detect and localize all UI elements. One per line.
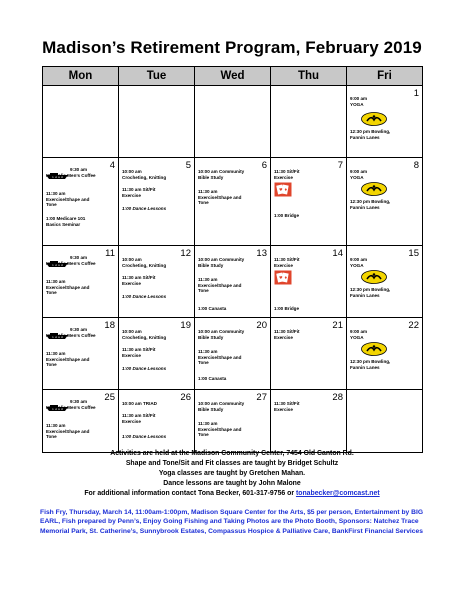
- event-text: 10:00 am Community Bible Study: [198, 257, 245, 268]
- event-text: 11:30 Sit/Fit Exercise: [274, 401, 300, 412]
- day-cell: [195, 86, 271, 158]
- day-cell: [271, 390, 347, 453]
- day-cell: [195, 390, 271, 453]
- event-text: 10:00 am Community Bible Study: [198, 401, 245, 412]
- day-cell: [347, 318, 423, 390]
- event-text: 10:00 am Crocheting, Knitting: [122, 329, 167, 340]
- event-text: 11:30 Sit/Fit Exercise: [274, 329, 300, 340]
- event-text: 1:00 Canasta: [198, 306, 227, 311]
- day-cell: [43, 318, 119, 390]
- day-cell: [195, 158, 271, 246]
- svg-text:♦: ♦: [284, 187, 288, 192]
- event-text: 10:00 am Crocheting, Knitting: [122, 257, 167, 268]
- yoga-icon: [361, 270, 387, 284]
- day-cell: [347, 86, 423, 158]
- event-text: 11:30 am Exercise/Shape and Tone: [46, 423, 90, 440]
- calendar-grid: [42, 66, 423, 453]
- day-number: 8: [413, 160, 419, 171]
- event-text: 9:00 am YOGA: [350, 169, 368, 180]
- event-text: 11:30 am Sit/Fit Exercise: [122, 275, 156, 286]
- day-number: 28: [332, 392, 343, 403]
- event-text: 11:30 Sit/Fit Exercise: [274, 169, 300, 180]
- day-cell: [347, 158, 423, 246]
- event-text: 12:30 pm Bowling, Fannin Lanes: [350, 199, 391, 210]
- event-text: 10:00 am Community Bible Study: [198, 169, 245, 180]
- day-number: 15: [408, 248, 419, 259]
- day-cell: [43, 158, 119, 246]
- event-text: 11:30 am Exercise/Shape and Tone: [198, 421, 242, 438]
- event-text: 11:30 am Sit/Fit Exercise: [122, 347, 156, 358]
- day-cell: [119, 158, 195, 246]
- day-cell: [347, 390, 423, 453]
- footer-line-contact: [0, 489, 464, 499]
- day-number: 4: [109, 160, 115, 171]
- footer-line-dance: Dance lessons are taught by John Malone: [163, 480, 301, 487]
- event-text: 9:00 am YOGA: [350, 329, 368, 340]
- event-text: 12:30 pm Bowling, Fannin Lanes: [350, 129, 391, 140]
- day-number: 11: [105, 248, 115, 259]
- event-text: 11:30 am Exercise/Shape and Tone: [46, 351, 90, 368]
- footer-line-location: Activities are held at the Madison Community Center, 7454 Old Canton Rd.: [110, 450, 354, 457]
- weekday-header-row: [43, 67, 423, 86]
- day-number: 20: [256, 320, 267, 331]
- svg-text:♥: ♥: [279, 275, 283, 280]
- calendar-body: [43, 86, 423, 453]
- day-number: 21: [332, 320, 343, 331]
- event-text: 10:00 am Crocheting, Knitting: [122, 169, 167, 180]
- event-text: 9:30 am Magnolia Men’s Coffee: [46, 167, 96, 178]
- event-text: 1:00 Bridge: [274, 306, 300, 311]
- playing-cards-icon: [274, 270, 292, 285]
- day-cell: [347, 246, 423, 318]
- day-number: 13: [256, 248, 267, 259]
- day-number: 22: [408, 320, 419, 331]
- week-row: [43, 390, 423, 453]
- day-number: 1: [413, 88, 419, 99]
- day-number: 14: [332, 248, 343, 259]
- day-cell: [119, 390, 195, 453]
- weekday-tue: Tue: [119, 67, 195, 86]
- day-cell: [271, 318, 347, 390]
- day-number: 27: [256, 392, 267, 403]
- footer-line-yoga: Yoga classes are taught by Gretchen Mahan.: [158, 470, 306, 477]
- event-text: 11:30 am Sit/Fit Exercise: [122, 187, 156, 198]
- day-number: 7: [337, 160, 343, 171]
- day-cell: [119, 246, 195, 318]
- event-text: 11:30 am Exercise/Shape and Tone: [46, 191, 90, 208]
- day-number: 12: [180, 248, 191, 259]
- day-cell: [43, 246, 119, 318]
- event-text: 9:00 am YOGA: [350, 257, 368, 268]
- day-cell: [271, 246, 347, 318]
- week-row: [43, 246, 423, 318]
- event-text: 1:00 Dance Lessons: [122, 434, 167, 439]
- svg-text:♦: ♦: [284, 275, 288, 280]
- weekday-fri: Fri: [347, 67, 423, 86]
- week-row: [43, 318, 423, 390]
- day-number: 5: [185, 160, 191, 171]
- fish-fry-announcement: Fish Fry, Thursday, March 14, 11:00am-1:00pm, Madison Square Center for the Arts, $5 per person, Entertainment by BIG EARL, Fish prepared by Penn’s, Enjoy Going Fishing and Taking Photos are the Photo Booth, Sponsors: Natchez Trace Memorial Park, St. Catherine’s, Sunnybrook Estates, Compassus Hospice & Palliative Care, BankFirst Financial Services: [40, 509, 424, 535]
- contact-email-link[interactable]: tonabecker@comcast.net: [295, 490, 380, 497]
- event-text: 1:00 Dance Lessons: [122, 206, 167, 211]
- footer-line-shape-tone: Shape and Tone/Sit and Fit classes are taught by Bridget Schultz: [125, 460, 339, 467]
- day-cell: [119, 318, 195, 390]
- event-text: 12:30 pm Bowling, Fannin Lanes: [350, 359, 391, 370]
- day-cell: [271, 158, 347, 246]
- day-cell: [271, 86, 347, 158]
- week-row: [43, 86, 423, 158]
- event-text: 11:30 am Exercise/Shape and Tone: [46, 279, 90, 296]
- event-text: 9:30 am Magnolia Men’s Coffee: [46, 327, 96, 338]
- weekday-wed: Wed: [195, 67, 271, 86]
- event-text: 1:00 Canasta: [198, 376, 227, 381]
- yoga-icon: [361, 182, 387, 196]
- page-title: Madison’s Retirement Program, February 2019: [42, 38, 422, 57]
- event-text: 12:30 pm Bowling, Fannin Lanes: [350, 287, 391, 298]
- day-cell: [195, 246, 271, 318]
- contact-text: For additional information contact Tona Becker, 601-317-9756 or: [84, 490, 296, 497]
- event-text: 9:30 am Magnolia Men’s Coffee: [46, 255, 96, 266]
- event-text: 9:30 am Magnolia Men’s Coffee: [46, 399, 96, 410]
- day-number: 19: [180, 320, 191, 331]
- event-text: 10:00 am Community Bible Study: [198, 329, 245, 340]
- event-text: 10:00 am TRIAD: [122, 401, 157, 406]
- day-cell: [195, 318, 271, 390]
- event-text: 9:00 am YOGA: [350, 96, 368, 107]
- event-text: 1:00 Medicare 101 Basics Seminar: [46, 216, 86, 227]
- day-cell: [43, 390, 119, 453]
- event-text: 11:30 am Exercise/Shape and Tone: [198, 277, 242, 294]
- event-text: 1:00 Dance Lessons: [122, 294, 167, 299]
- day-number: 18: [104, 320, 115, 331]
- event-text: 11:30 am Exercise/Shape and Tone: [198, 189, 242, 206]
- weekday-thu: Thu: [271, 67, 347, 86]
- day-number: 25: [104, 392, 115, 403]
- day-cell: [119, 86, 195, 158]
- svg-text:♥: ♥: [279, 187, 283, 192]
- yoga-icon: [361, 342, 387, 356]
- day-number: 6: [261, 160, 267, 171]
- day-number: 26: [180, 392, 191, 403]
- event-text: 1:00 Dance Lessons: [122, 366, 167, 371]
- playing-cards-icon: [274, 182, 292, 197]
- day-cell: [43, 86, 119, 158]
- event-text: 11:30 am Sit/Fit Exercise: [122, 413, 156, 424]
- event-text: 11:30 am Exercise/Shape and Tone: [198, 349, 242, 366]
- yoga-icon: [361, 112, 387, 126]
- event-text: 1:00 Bridge: [274, 213, 300, 218]
- event-text: 11:30 Sit/Fit Exercise: [274, 257, 300, 268]
- week-row: [43, 158, 423, 246]
- weekday-mon: Mon: [43, 67, 119, 86]
